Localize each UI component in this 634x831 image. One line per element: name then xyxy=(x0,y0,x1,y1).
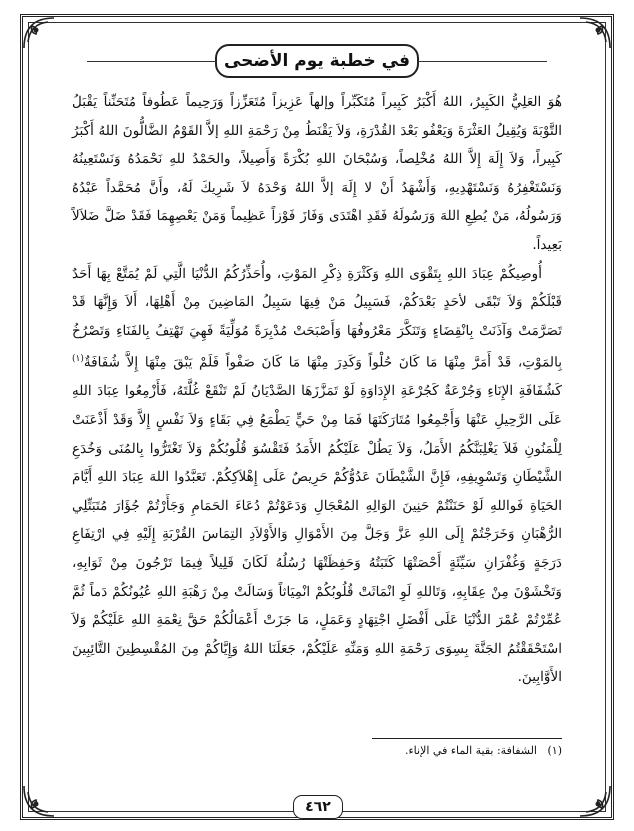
corner-ornament-bottom-left xyxy=(22,784,56,818)
footnote xyxy=(200,743,562,759)
page-title: في خطبة يوم الأضحى xyxy=(223,51,410,71)
corner-ornament-bottom-right xyxy=(578,784,612,818)
paragraph-1: هُوَ العَلِيُّ الكَبِيرُ، اللهُ أَكْبَرُ كَبِيراً مُتَكَبِّراً وإلهاً عَزِيزاً مُتَعَزِّزاً وَرَحِيماً عَطُوفاً مُتَحَنِّناً يَقْبَلُ التَّوْبَةَ وَيُقِيلُ العَثْرَةَ وَيَعْفُو بَعْدَ القُدْرَةِ، وَلاَ يَقْنَطُ مِنْ رَحْمَةِ اللهِ إلاَّ القَوْمُ الضَّالُّونَ اللهُ أَكْبَرُ كَبِيراً، وَلاَ إِلَهَ إِلاَّ اللهُ مُخْلِصاً، وَسُبْحَانَ اللهِ بُكْرَةً وَأَصِيلاً، والحَمْدُ للهِ نَحْمَدُهُ وَنَسْتَعِينُهُ وَنَسْتَغْفِرُهُ وَنَسْتَهْدِيهِ، وَأَشْهَدُ أَنْ لا إِلَهَ إلاَّ اللهُ وَحْدَهُ لاَ شَرِيكَ لَهُ، وأَنَّ مُحَمَّداً عَبْدُهُ وَرَسُولُهُ، مَنْ يُطِعِ اللهَ وَرَسُولَهُ فَقَدِ اهْتَدَى وَفَازَ فَوْزاً عَظِيماً وَمَنْ يَعْصِهِمَا فَقَدْ ضَلَّ ضَلاَلاً بَعِيداً. xyxy=(72,94,563,253)
corner-ornament-top-left xyxy=(22,16,56,50)
footnote-marker: (١) xyxy=(72,354,84,365)
paragraph-2 xyxy=(72,260,562,692)
footnote-separator xyxy=(372,738,562,739)
page-number: ٤٦٢ xyxy=(293,795,343,819)
paragraph-2-continued: كَشُفَافَةِ الإِنَاءِ وَجُرْعَةٌ كَجُرْعَةِ الإِدَاوَةِ لَوْ تَمَزَّزَهَا الصَّدْيَانُ لَمْ تَنْقَعْ غُلَّتَهُ، فَأَزْمِعُوا عِبَادَ اللهِ عَلَى الرَّحِيلِ عَنْهَا وَأَجْمِعُوا مُتَارَكَتَهَا فَمَا مِنْ حَيٍّ يَطْمَعُ فِي بَقَاءٍ وَلاَ نَفْسٍ إِلاَّ وَقَدْ أَذْعَنَتْ لِلْمَنُونِ فَلاَ يَغْلِبَنَّكُمُ الأَمَلُ، وَلاَ يَطُلْ عَلَيْكُمُ الأَمَدُ فَتَقْسُوَ قُلُوبُكُمْ وَلاَ تَغْتَرُّوا بِالمُنَى وَخُدَعِ الشَّيْطَانِ وَتَسْوِيفِهِ، فَإِنَّ الشَّيْطَانَ عَدُوُّكُمْ حَرِيصٌ عَلَى إِهْلاَكِكُمْ. تَعَبَّدُوا اللهَ عِبَادَ اللهِ أَيَّامَ الحَيَاةِ فَواللهِ لَوْ حَنَنْتُمْ حَنِينَ الوَالِهِ المُعْجَالِ وَدَعَوْتُمْ دُعَاءَ الحَمَامِ وَجَأَرْتُمْ جُؤَارَ مُتَبَتِّلِي الرُّهْبَانِ وَخَرَجْتُمْ إِلَى اللهِ عَزَّ وَجَلَّ مِنَ الأَمْوَالِ وَالأَوْلاَدِ التِمَاسَ القُرْبَةِ إِلَيْهِ فِي ارْتِفَاعِ دَرَجَةٍ وَغُفْرَانِ سَيِّئَةٍ أَحْصَتْهَا كَتَبَتُهُ وَحَفِظَتْهَا رُسُلُهُ لَكَانَ قَلِيلاً فِيمَا تَرْجُونَ مِنْ ثَوَابِهِ، وَتَخْشَوْنَ مِنْ عِقَابِهِ، وَتَاللهِ لَوِ انْمَاثَتْ قُلُوبُكُمْ انْمِيَاثاً وَسَالَتْ مِنْ رَهْبَةِ اللهِ عُيُونُكُمْ دَماً ثُمَّ عُمِّرْتُمْ عُمْرَ الدُّنْيَا عَلَى أَفْضَلِ اجْتِهَادٍ وَعَمَلٍ، مَا جَزَتْ أَعْمَالُكُمْ حَقَّ نِعْمَةِ اللهِ عَلَيْكُمْ وَلاَ اسْتَحْقَقْتُمُ الجَنَّةَ بِسِوَى رَحْمَةِ اللهِ وَمَنِّهِ عَلَيْكُمْ، جَعَلَنَا اللهُ وَإِيَّاكُمْ مِنَ المُقْسِطِينَ التَّائِبِينَ الأَوَّابِينَ. xyxy=(72,383,562,686)
paragraph-2-text: أُوصِيكُمْ عِبَادَ اللهِ بِتَقْوَى اللهِ وَكَثْرَةِ ذِكْرِ المَوْتِ، وأُحَذِّرُكُمُ الدُّنْيَا الَّتِي لَمْ يُمَتَّعْ بِهَا أَحَدٌ قَبْلَكُمْ وَلاَ تَبْقَى لأحَدٍ بَعْدَكُمْ، فَسَبِيلُ مَنْ فِيهَا سَبِيلُ المَاضِينَ مِنْ أَهْلِهَا، أَلاَ وَإِنَّهَا قَدْ تَصَرَّمَتْ وَآذَنَتْ بِانْقِضَاءٍ وَتَنَكَّرَ مَعْرُوفُهَا وَأَصْبَحَتْ مُدْبِرَةً مُوَلِّيَةً فَهِيَ تَهْتِفُ بِالفَنَاءِ وَتَصْرُخُ بِالمَوْتِ، قَدْ أَمَرَّ مِنْهَا مَا كَانَ حُلْواً وَكَدِرَ مِنْهَا مَا كَانَ صَفْواً فَلَمْ يَبْقَ مِنْهَا إِلاَّ شُفَافَةٌ xyxy=(72,265,562,371)
sermon-body xyxy=(72,88,562,692)
footnote-number: (١) xyxy=(547,744,562,757)
footnote-text: الشفافة: بقية الماء في الإناء. xyxy=(405,744,537,757)
header-banner xyxy=(215,44,419,78)
corner-ornament-top-right xyxy=(578,16,612,50)
